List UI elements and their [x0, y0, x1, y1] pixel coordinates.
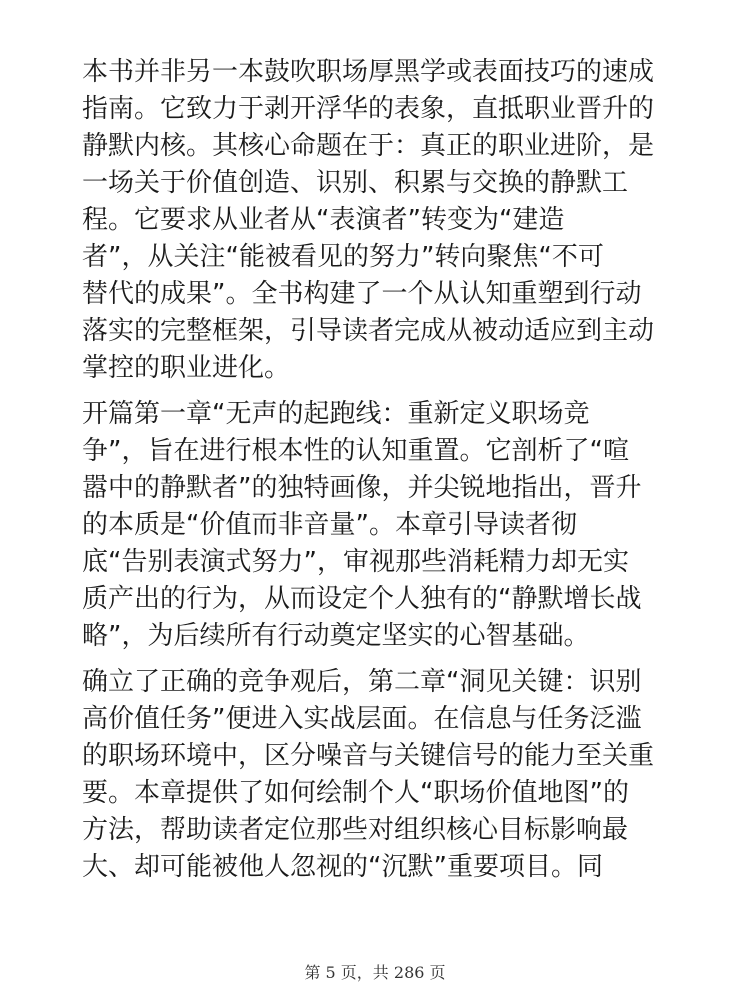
- text-line: 确立了正确的竞争观后，第二章“洞见关键：识别: [82, 667, 642, 697]
- text-line: 质产出的行为，从而设定个人独有的“静默增长战: [82, 584, 642, 614]
- text-line: 大、却可能被他人忽视的“沉默”重要项目。同: [82, 852, 603, 882]
- text-line: 要。本章提供了如何绘制个人“职场价值地图”的: [82, 778, 629, 808]
- text-line: 高价值任务”便进入实战层面。在信息与任务泛滥: [82, 704, 642, 734]
- text-line: 程。它要求从业者从“表演者”转变为“建造: [82, 205, 565, 235]
- text-line: 替代的成果”。全书构建了一个从认知重塑到行动: [82, 279, 642, 309]
- document-body: [82, 54, 674, 895]
- text-line: 掌控的职业进化。: [82, 353, 291, 383]
- text-line: 落实的完整框架，引导读者完成从被动适应到主动: [82, 316, 655, 346]
- text-line: 底“告别表演式努力”，审视那些消耗精力却无实: [82, 547, 629, 577]
- text-line: 争”，旨在进行根本性的认知重置。它剖析了“喧: [82, 436, 629, 466]
- text-line: 者”，从关注“能被看见的努力”转向聚焦“不可: [82, 242, 604, 272]
- paragraph-chapter-one: [82, 396, 674, 655]
- text-line: 指南。它致力于剥开浮华的表象，直抵职业晋升的: [82, 94, 655, 124]
- text-line: 嚣中的静默者”的独特画像，并尖锐地指出，晋升: [82, 473, 642, 503]
- text-line: 一场关于价值创造、识别、积累与交换的静默工: [82, 168, 629, 198]
- page-number-footer: 第 5 页，共 286 页: [304, 963, 446, 982]
- text-line: 的职场环境中，区分噪音与关键信号的能力至关重: [82, 741, 655, 771]
- text-line: 本书并非另一本鼓吹职场厚黑学或表面技巧的速成: [82, 57, 655, 87]
- paragraph-intro: [82, 54, 674, 387]
- text-line: 的本质是“价值而非音量”。本章引导读者彻: [82, 510, 577, 540]
- text-line: 略”，为后续所有行动奠定坚实的心智基础。: [82, 621, 590, 651]
- text-line: 静默内核。其核心命题在于：真正的职业进阶，是: [82, 131, 655, 161]
- paragraph-chapter-two: [82, 664, 674, 886]
- text-line: 方法，帮助读者定位那些对组织核心目标影响最: [82, 815, 629, 845]
- text-line: 开篇第一章“无声的起跑线：重新定义职场竞: [82, 399, 590, 429]
